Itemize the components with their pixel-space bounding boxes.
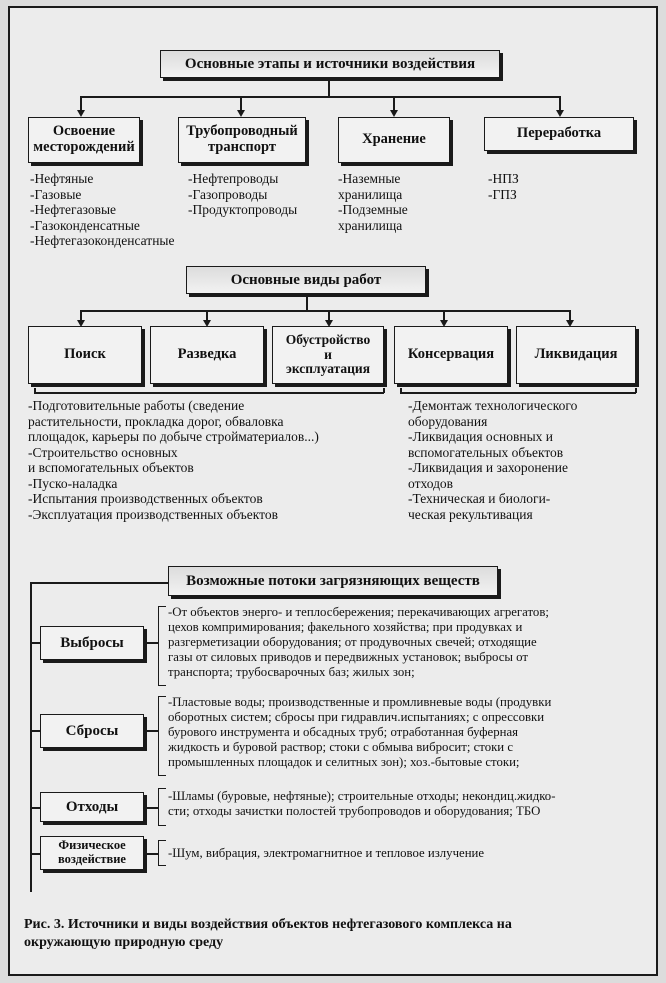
stage-items-development: -Нефтяные -Газовые -Нефтегазовые -Газоконденсатные -Нефтегазоконденсатные (30, 171, 175, 249)
main-stages-title-text: Основные этапы и источники воздействия (184, 55, 476, 72)
work-box-conservation (394, 326, 508, 384)
bracket-line (400, 388, 402, 393)
stream-box-emissions (40, 626, 144, 660)
work-box-development (272, 326, 384, 384)
arrow (237, 110, 245, 117)
stream-label: Физическое воздействие (58, 838, 126, 866)
stream-bracket (158, 788, 166, 826)
work-label: Консервация (407, 346, 495, 363)
arrow (390, 110, 398, 117)
main-stages-title (160, 50, 500, 78)
stage-items-storage: -Наземные хранилища -Подземные хранилища (338, 171, 408, 233)
stage-label: Хранение (362, 131, 426, 148)
work-box-liquidation (516, 326, 636, 384)
stage-label: Освоение месторождений (33, 123, 135, 155)
connector (30, 582, 32, 892)
work-box-search (28, 326, 142, 384)
stream-box-discharges (40, 714, 144, 748)
connector (30, 730, 40, 732)
works-title (186, 266, 426, 294)
work-box-exploration (150, 326, 264, 384)
arrow (77, 110, 85, 117)
connector (306, 297, 308, 311)
work-label: Ликвидация (534, 346, 618, 363)
stage-box-development (28, 117, 140, 163)
stage-box-pipeline (178, 117, 306, 163)
bracket-line (635, 388, 637, 393)
stream-text-discharges: -Пластовые воды; производственные и промливневые воды (продувки оборотных систем; сбросы при гидравлич.испытаниях; с опрессовки бурового инструмента и обсадных труб; отработанная буферная жидкость и буровой раствор; стоки с обмыва вибросит; стоки с промышленных площадок и селитных зон); хоз.-бытовые стоки; (168, 695, 552, 769)
stream-bracket (158, 840, 166, 866)
connector (30, 642, 40, 644)
stream-box-waste (40, 792, 144, 822)
connector (30, 853, 40, 855)
works-right-items: -Демонтаж технологического оборудования -Ликвидация основных и вспомогательных объектов -Ликвидация и захоронение отходов -Техническая и биологи- ческая рекультивация (408, 398, 578, 522)
stage-box-storage (338, 117, 450, 163)
connector (30, 582, 168, 584)
stage-label: Трубопроводный транспорт (186, 123, 298, 155)
connector (146, 642, 158, 644)
connector (328, 81, 330, 97)
stage-items-processing: -НПЗ -ГПЗ (488, 171, 519, 202)
works-title-text: Основные виды работ (230, 271, 382, 288)
connector (146, 853, 158, 855)
stream-box-physical (40, 836, 144, 870)
arrow (556, 110, 564, 117)
stream-label: Выбросы (60, 634, 124, 651)
stream-bracket (158, 606, 166, 686)
connector (30, 807, 40, 809)
stage-label: Переработка (516, 125, 602, 142)
connector (146, 807, 158, 809)
connector (146, 730, 158, 732)
work-label: Разведка (177, 346, 237, 363)
work-label: Поиск (64, 346, 106, 363)
figure-page (8, 6, 658, 976)
connector (80, 310, 570, 312)
stage-box-processing (484, 117, 634, 151)
stream-bracket (158, 696, 166, 776)
connector (80, 96, 560, 98)
work-label: Обустройство и эксплуатация (285, 331, 371, 377)
figure-caption (24, 916, 654, 952)
stream-text-waste: -Шламы (буровые, нефтяные); строительные отходы; некондиц.жидко- сти; отходы зачистки полостей трубопроводов и оборудования; ТБО (168, 789, 556, 818)
stream-text-physical: -Шум, вибрация, электромагнитное и тепловое излучение (168, 846, 485, 860)
bracket-line (34, 388, 36, 393)
bracket-line (34, 392, 384, 394)
works-left-items: -Подготовительные работы (сведение растительности, прокладка дорог, обваловка площадок, карьеры по добыче стройматериалов...) -Строительство основных и вспомогательных объектов -Пуско-наладка -Испытания производственных объектов -Эксплуатация производственных объектов (28, 398, 319, 522)
stream-label: Отходы (65, 798, 119, 815)
streams-title (168, 566, 498, 596)
stream-text-emissions: -От объектов энерго- и теплосбережения; перекачивающих агрегатов; цехов компримирования; факельного хозяйства; при продувках и разгерметизации оборудования; от продувочных свечей; отходящие газы от силовых приводов и передвижных установок; выбросы от транспорта; трубосварочных баз; жилых зон; (168, 605, 549, 679)
stream-label: Сбросы (65, 722, 119, 739)
bracket-line (400, 392, 636, 394)
stage-items-pipeline: -Нефтепроводы -Газопроводы -Продуктопроводы (188, 171, 298, 218)
streams-title-text: Возможные потоки загрязняющих веществ (186, 572, 480, 589)
bracket-line (383, 388, 385, 393)
figure-caption-text: Рис. 3. Источники и виды воздействия объектов нефтегазового комплекса на окружающую природную среду (24, 917, 512, 951)
